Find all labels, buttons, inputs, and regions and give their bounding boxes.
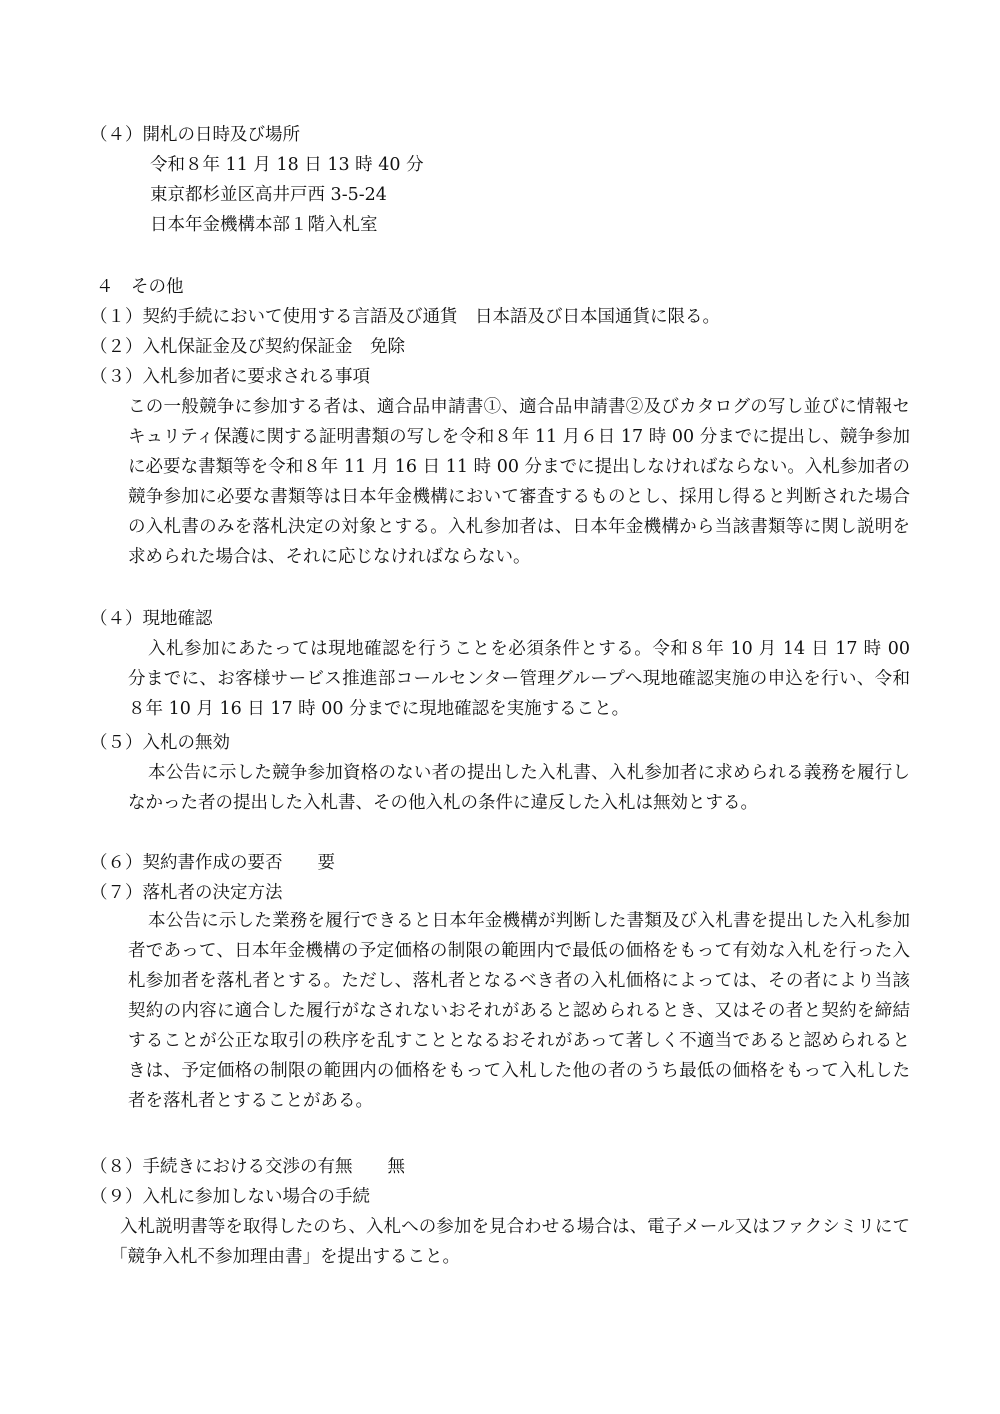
other-heading: ４ その他 (96, 277, 184, 297)
item6-text: （６）契約書作成の要否 要 (90, 853, 335, 873)
item3-body: この一般競争に参加する者は、適合品申請書①、適合品申請書②及びカタログの写し並びに情報セキュリティ保護に関する証明書類の写しを令和８年 11 月６日 17 時 00 分までに提出し、競争参加に必要な書類等を令和８年 11 月 16 日 11 時 00 分までに提出しなければならない。入札参加者の競争参加に必要な書類等は日本年金機構において審査するものとし、採用し得ると判断された場合の入札書のみを落札決定の対象とする。入札参加者は、日本年金機構から当該書類等に関し説明を求められた場合は、それに応じなければならない。 (128, 397, 910, 567)
item4-heading: （４）現地確認 (90, 609, 213, 629)
item1-text: （１）契約手続において使用する言語及び通貨 日本語及び日本国通貨に限る。 (90, 307, 720, 327)
sec4-room: 日本年金機構本部１階入札室 (150, 215, 378, 235)
item3-heading: （３）入札参加者に要求される事項 (90, 367, 370, 387)
item7-body: 本公告に示した業務を履行できると日本年金機構が判断した書類及び入札書を提出した入札参加者であって、日本年金機構の予定価格の制限の範囲内で最低の価格をもって有効な入札を行った入札参加者を落札者とする。ただし、落札者となるべき者の入札価格によっては、その者により当該契約の内容に適合した履行がなされないおそれがあると認められるとき、又はその者と契約を締結することが公正な取引の秩序を乱すこととなるおそれがあって著しく不適当であると認められるときは、予定価格の制限の範囲内の価格をもって入札した他の者のうち最低の価格をもって入札した者を落札者とすることがある。 (128, 911, 910, 1111)
item8-text: （８）手続きにおける交渉の有無 無 (90, 1157, 405, 1177)
sec4-datetime: 令和８年 11 月 18 日 13 時 40 分 (150, 155, 424, 175)
item2-text: （２）入札保証金及び契約保証金 免除 (90, 337, 405, 357)
sec4-address: 東京都杉並区高井戸西 3-5-24 (150, 185, 387, 205)
item9-body: 入札説明書等を取得したのち、入札への参加を見合わせる場合は、電子メール又はファクシミリにて「競争入札不参加理由書」を提出すること。 (110, 1217, 910, 1267)
item5-body: 本公告に示した競争参加資格のない者の提出した入札書、入札参加者に求められる義務を履行しなかった者の提出した入札書、その他入札の条件に違反した入札は無効とする。 (128, 763, 910, 813)
item5-heading: （５）入札の無効 (90, 733, 230, 753)
item7-heading: （７）落札者の決定方法 (90, 883, 283, 903)
item9-heading: （９）入札に参加しない場合の手続 (90, 1187, 370, 1207)
item4-body: 入札参加にあたっては現地確認を行うことを必須条件とする。令和８年 10 月 14 日 17 時 00 分までに、お客様サービス推進部コールセンター管理グループへ現地確認実施の申込を行い、令和８年 10 月 16 日 17 時 00 分までに現地確認を実施すること。 (128, 639, 910, 719)
sec4-heading: （４）開札の日時及び場所 (90, 125, 300, 145)
